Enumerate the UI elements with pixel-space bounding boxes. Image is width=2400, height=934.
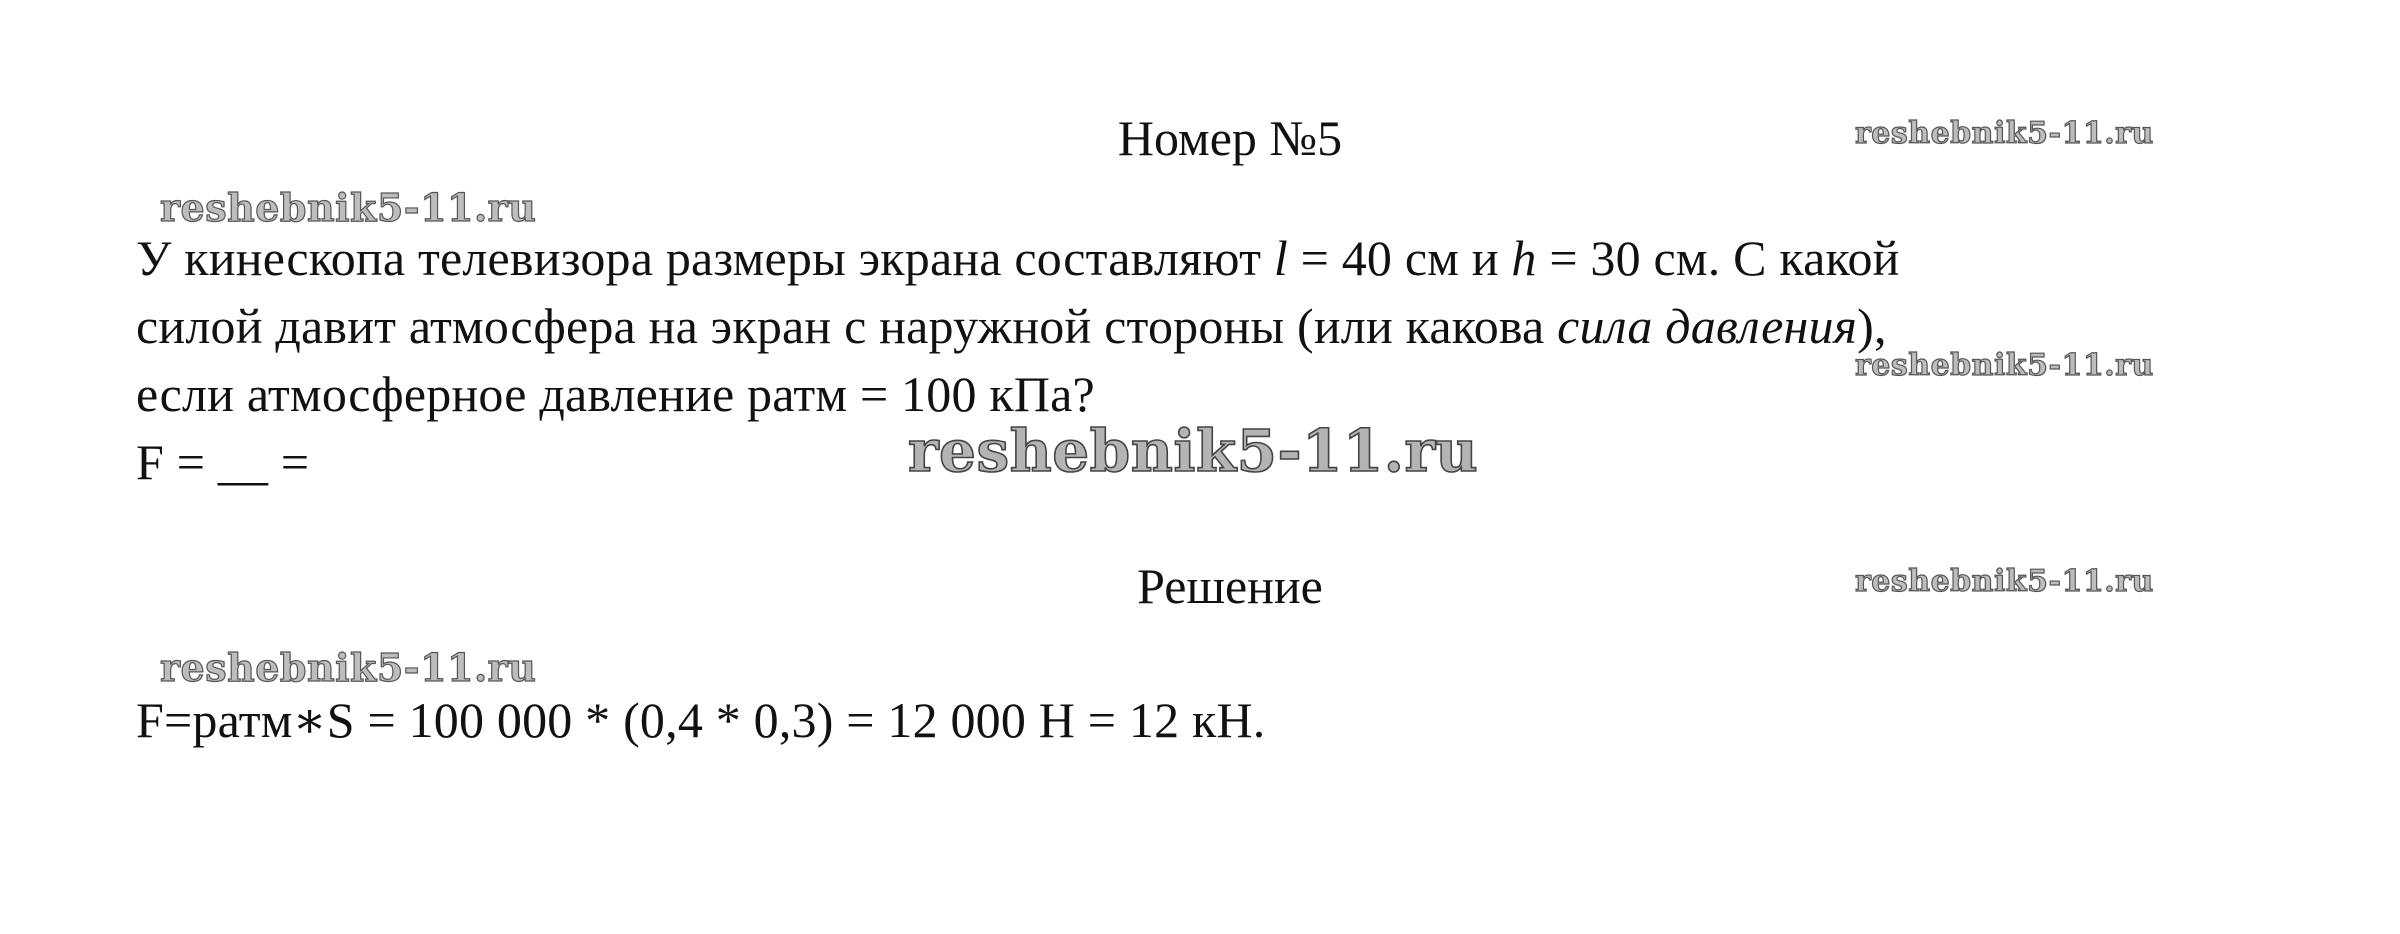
problem-line-1 xyxy=(136,228,1900,288)
watermark-large: reshebnik5-11.ru xyxy=(908,417,1479,485)
watermark: reshebnik5-11.ru xyxy=(160,645,537,690)
problem-line-3: если атмосферное давление pатм = 100 кПа? xyxy=(136,366,1095,422)
solution-heading: Решение xyxy=(1137,558,1323,614)
problem-text: = 30 см. С какой xyxy=(1536,230,1900,286)
formula-blank xyxy=(136,432,309,492)
problem-text: ), xyxy=(1857,298,1887,354)
watermark: reshebnik5-11.ru xyxy=(1855,116,2154,151)
solution-formula: F=pатм∗S = 100 000 * (0,4 * 0,3) = 12 000 Н = 12 кН. xyxy=(136,692,1266,748)
page-title: Номер №5 xyxy=(1117,110,1343,166)
italic-term: сила давления xyxy=(1557,298,1858,354)
variable-h: h xyxy=(1511,230,1537,286)
problem-text: = 40 см и xyxy=(1287,230,1512,286)
blank-line: __ xyxy=(217,434,269,490)
variable-l: l xyxy=(1273,230,1288,286)
problem-text: У кинескопа телевизора размеры экрана составляют xyxy=(136,230,1274,286)
watermark: reshebnik5-11.ru xyxy=(1855,564,2154,599)
formula-right: = xyxy=(268,434,310,490)
watermark: reshebnik5-11.ru xyxy=(160,185,537,230)
problem-line-2 xyxy=(136,296,1887,356)
formula-left: F = xyxy=(136,434,218,490)
problem-text: силой давит атмосфера на экран с наружной стороны (или какова xyxy=(136,298,1558,354)
watermark: reshebnik5-11.ru xyxy=(1855,348,2154,383)
